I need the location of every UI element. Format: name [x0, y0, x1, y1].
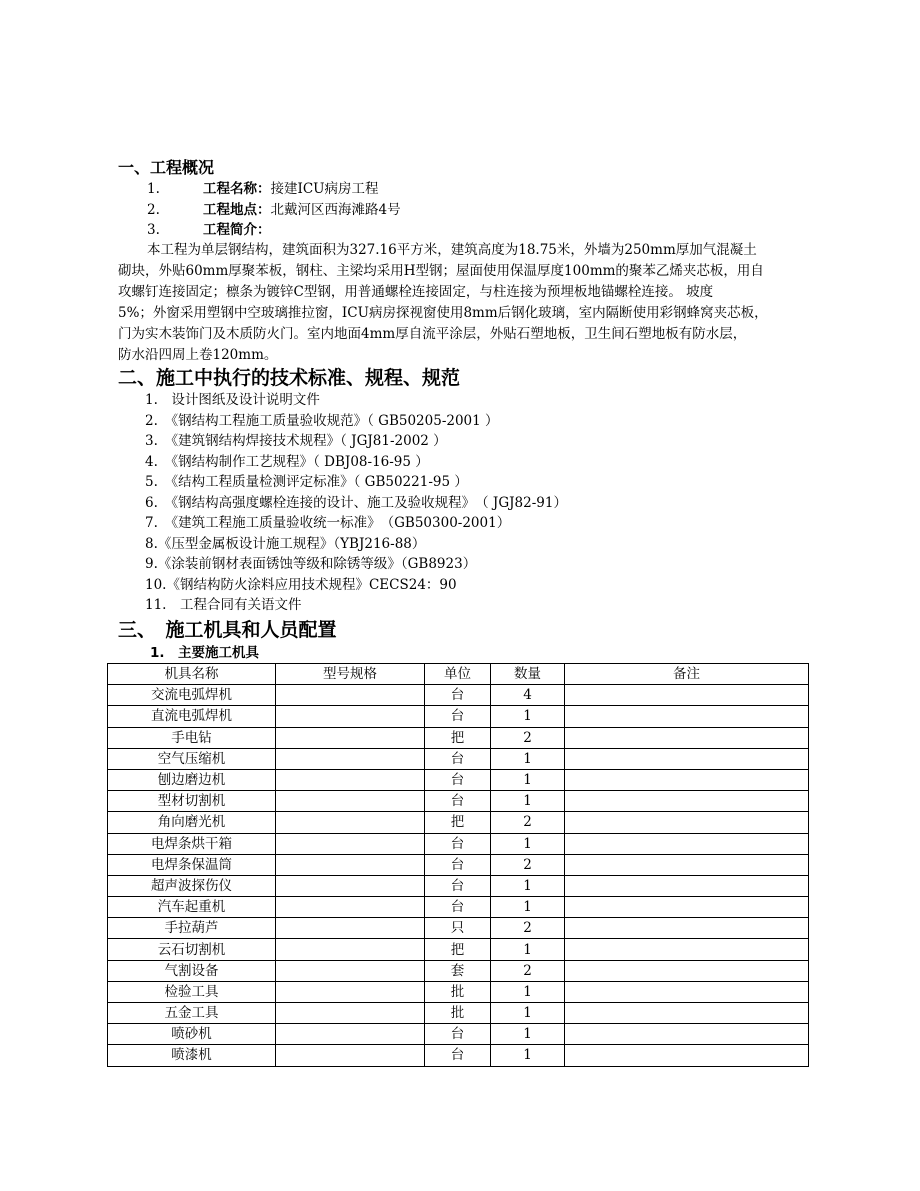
equipment-subtitle: 1. 主要施工机具	[150, 645, 260, 661]
standard-item: 6. 《钢结构高强度螺栓连接的设计、施工及验收规程》 （ JGJ82-91）	[145, 495, 567, 511]
standard-item: 10.《钢结构防火涂料应用技术规程》CECS24：90	[145, 577, 457, 593]
cell-remarks	[565, 1045, 809, 1066]
cell-model	[276, 981, 425, 1002]
table-row	[108, 706, 809, 727]
standard-item: 11. 工程合同有关语文件	[145, 597, 302, 613]
table-row	[108, 1045, 809, 1066]
description-line: 砌块，外贴60mm厚聚苯板，钢柱、主梁均采用H型钢；屋面使用保温厚度100mm的聚苯乙烯夹芯板，用自	[118, 263, 764, 279]
cell-quantity: 1	[491, 706, 565, 727]
cell-remarks	[565, 1024, 809, 1045]
cell-quantity: 1	[491, 1045, 565, 1066]
item-label: 工程简介：	[203, 222, 271, 238]
section-2-title: 二、施工中执行的技术标准、规程、规范	[118, 367, 461, 389]
cell-unit: 台	[425, 875, 491, 896]
cell-remarks	[565, 833, 809, 854]
standard-item: 3. 《建筑钢结构焊接技术规程》（ JGJ81-2002 ）	[145, 433, 447, 449]
cell-remarks	[565, 960, 809, 981]
cell-remarks	[565, 939, 809, 960]
project-name-line	[147, 179, 379, 199]
cell-remarks	[565, 918, 809, 939]
cell-model	[276, 1024, 425, 1045]
cell-remarks	[565, 854, 809, 875]
table-row	[108, 791, 809, 812]
cell-name: 超声波探伤仪	[108, 875, 276, 896]
cell-name: 型材切割机	[108, 791, 276, 812]
cell-unit: 台	[425, 769, 491, 790]
cell-remarks	[565, 812, 809, 833]
standard-item: 5. 《结构工程质量检测评定标准》（ GB50221-95 ）	[145, 474, 468, 490]
project-location-line	[147, 200, 401, 220]
cell-remarks	[565, 791, 809, 812]
cell-model	[276, 706, 425, 727]
cell-unit: 只	[425, 918, 491, 939]
cell-model	[276, 1045, 425, 1066]
cell-remarks	[565, 748, 809, 769]
cell-name: 直流电弧焊机	[108, 706, 276, 727]
cell-model	[276, 791, 425, 812]
table-row	[108, 769, 809, 790]
cell-unit: 台	[425, 833, 491, 854]
header-name: 机具名称	[108, 664, 276, 685]
cell-model	[276, 939, 425, 960]
item-label: 工程名称：	[203, 181, 271, 197]
table-row	[108, 1024, 809, 1045]
standard-item: 1. 设计图纸及设计说明文件	[145, 392, 320, 408]
cell-quantity: 1	[491, 897, 565, 918]
cell-quantity: 2	[491, 960, 565, 981]
cell-quantity: 1	[491, 1024, 565, 1045]
table-row	[108, 854, 809, 875]
cell-model	[276, 1003, 425, 1024]
cell-quantity: 1	[491, 939, 565, 960]
cell-unit: 台	[425, 748, 491, 769]
cell-model	[276, 833, 425, 854]
equipment-table	[107, 663, 809, 1067]
cell-unit: 台	[425, 854, 491, 875]
cell-remarks	[565, 706, 809, 727]
item-label: 工程地点：	[203, 202, 271, 218]
cell-quantity: 2	[491, 918, 565, 939]
table-row	[108, 1003, 809, 1024]
standard-item: 9.《涂装前钢材表面锈蚀等级和除锈等级》（GB8923）	[145, 556, 477, 572]
cell-remarks	[565, 875, 809, 896]
cell-unit: 台	[425, 706, 491, 727]
cell-unit: 把	[425, 939, 491, 960]
cell-remarks	[565, 685, 809, 706]
cell-name: 空气压缩机	[108, 748, 276, 769]
cell-quantity: 1	[491, 833, 565, 854]
cell-name: 检验工具	[108, 981, 276, 1002]
cell-quantity: 1	[491, 1003, 565, 1024]
description-line: 防水沿四周上卷120mm。	[118, 347, 278, 363]
description-line: 攻螺钉连接固定；檩条为镀锌C型钢，用普通螺栓连接固定，与柱连接为预埋板地锚螺栓连接。 坡度	[118, 284, 714, 300]
cell-quantity: 1	[491, 791, 565, 812]
cell-name: 手拉葫芦	[108, 918, 276, 939]
cell-quantity: 1	[491, 748, 565, 769]
section-3-title: 三、 施工机具和人员配置	[118, 619, 337, 641]
header-model: 型号规格	[276, 664, 425, 685]
table-row	[108, 918, 809, 939]
table-row	[108, 875, 809, 896]
cell-name: 手电钻	[108, 727, 276, 748]
table-row	[108, 748, 809, 769]
description-line: 门为实木装饰门及木质防火门。室内地面4mm厚自流平涂层，外贴石塑地板，卫生间石塑地板有防水层，	[118, 326, 747, 342]
header-unit: 单位	[425, 664, 491, 685]
cell-unit: 批	[425, 981, 491, 1002]
section-1-title: 一、工程概况	[118, 158, 215, 177]
project-name-value: 接建ICU病房工程	[270, 181, 379, 197]
cell-model	[276, 727, 425, 748]
cell-quantity: 4	[491, 685, 565, 706]
cell-model	[276, 854, 425, 875]
cell-quantity: 1	[491, 875, 565, 896]
cell-model	[276, 685, 425, 706]
cell-quantity: 2	[491, 727, 565, 748]
cell-remarks	[565, 769, 809, 790]
description-line: 本工程为单层钢结构，建筑面积为327.16平方米，建筑高度为18.75米，外墙为250mm厚加气混凝土	[147, 242, 757, 258]
cell-name: 电焊条烘干箱	[108, 833, 276, 854]
cell-unit: 把	[425, 727, 491, 748]
cell-remarks	[565, 981, 809, 1002]
cell-name: 汽车起重机	[108, 897, 276, 918]
table-row	[108, 685, 809, 706]
project-location-value: 北戴河区西海滩路4号	[270, 202, 401, 218]
cell-name: 云石切割机	[108, 939, 276, 960]
table-header-row	[108, 664, 809, 685]
cell-model	[276, 748, 425, 769]
cell-name: 气割设备	[108, 960, 276, 981]
cell-model	[276, 875, 425, 896]
cell-name: 刨边磨边机	[108, 769, 276, 790]
cell-name: 喷漆机	[108, 1045, 276, 1066]
cell-name: 交流电弧焊机	[108, 685, 276, 706]
item-number: 3.	[147, 222, 160, 238]
cell-unit: 台	[425, 1045, 491, 1066]
cell-name: 五金工具	[108, 1003, 276, 1024]
table-row	[108, 960, 809, 981]
cell-unit: 把	[425, 812, 491, 833]
standard-item: 4. 《钢结构制作工艺规程》（ DBJ08-16-95 ）	[145, 454, 429, 470]
cell-model	[276, 897, 425, 918]
cell-remarks	[565, 727, 809, 748]
item-number: 2.	[147, 202, 160, 218]
cell-quantity: 2	[491, 854, 565, 875]
cell-name: 电焊条保温筒	[108, 854, 276, 875]
standard-item: 2. 《钢结构工程施工质量验收规范》（ GB50205-2001 ）	[145, 413, 499, 429]
table-row	[108, 833, 809, 854]
cell-quantity: 2	[491, 812, 565, 833]
cell-model	[276, 812, 425, 833]
cell-unit: 台	[425, 1024, 491, 1045]
cell-remarks	[565, 897, 809, 918]
item-number: 1.	[147, 181, 160, 197]
standard-item: 7. 《建筑工程施工质量验收统一标准》 （GB50300-2001）	[145, 515, 511, 531]
project-intro-line	[147, 220, 271, 240]
cell-unit: 批	[425, 1003, 491, 1024]
cell-remarks	[565, 1003, 809, 1024]
cell-name: 角向磨光机	[108, 812, 276, 833]
description-line: 5%；外窗采用塑钢中空玻璃推拉窗，ICU病房探视窗使用8mm后钢化玻璃，室内隔断使用彩钢蜂窝夹芯板，	[118, 305, 768, 321]
cell-model	[276, 960, 425, 981]
table-body	[108, 685, 809, 1066]
cell-unit: 台	[425, 685, 491, 706]
cell-model	[276, 769, 425, 790]
cell-unit: 台	[425, 791, 491, 812]
cell-name: 喷砂机	[108, 1024, 276, 1045]
header-remarks: 备注	[565, 664, 809, 685]
cell-unit: 套	[425, 960, 491, 981]
cell-unit: 台	[425, 897, 491, 918]
table-row	[108, 727, 809, 748]
table-row	[108, 812, 809, 833]
table-row	[108, 981, 809, 1002]
table-row	[108, 897, 809, 918]
header-quantity: 数量	[491, 664, 565, 685]
cell-quantity: 1	[491, 769, 565, 790]
standard-item: 8.《压型金属板设计施工规程》（YBJ216-88）	[145, 536, 426, 552]
cell-quantity: 1	[491, 981, 565, 1002]
cell-model	[276, 918, 425, 939]
table-row	[108, 939, 809, 960]
